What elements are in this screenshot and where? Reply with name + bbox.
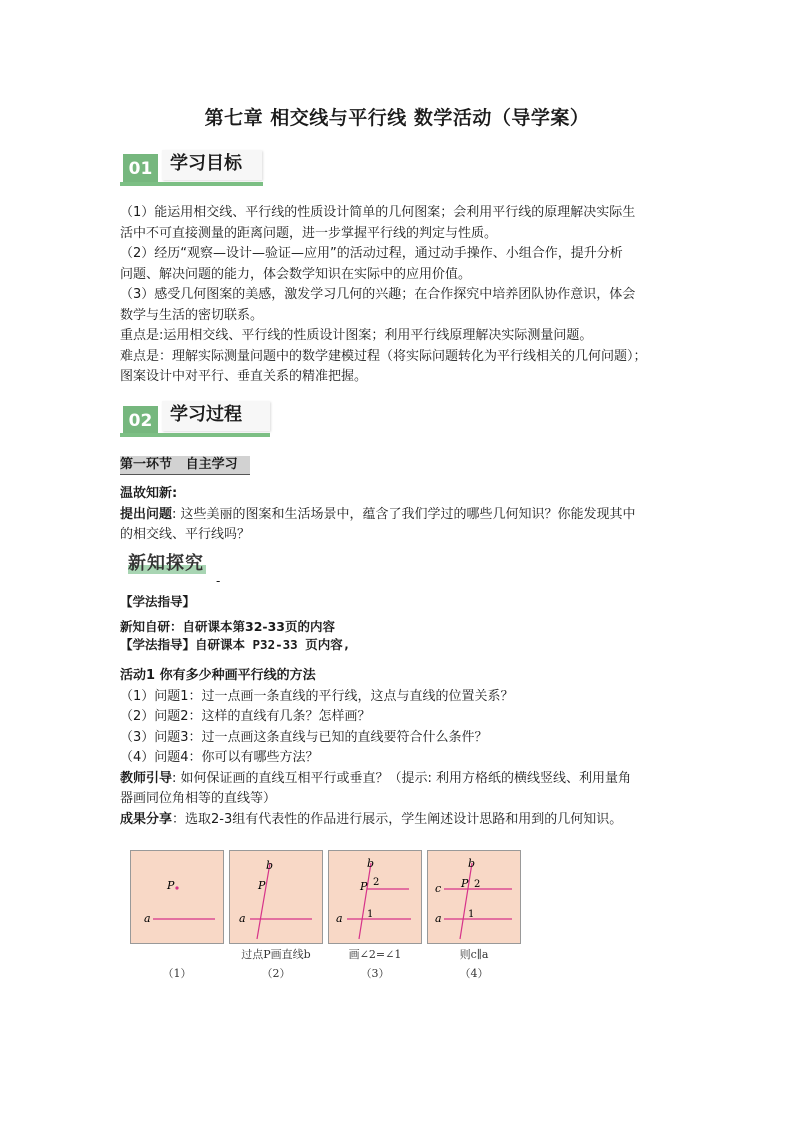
figure-1 xyxy=(130,850,224,944)
figure-2-drawing xyxy=(230,851,322,943)
goal-line: 问题、解决问题的能力，体会数学知识在实际中的应用价值。 xyxy=(120,266,472,282)
section-header-goals xyxy=(120,150,265,188)
activity-question: （3）问题3：过一点画这条直线与已知的直线要符合什么条件？ xyxy=(120,729,488,745)
stage-heading: 第一环节 自主学习 xyxy=(120,456,250,474)
label-b: b xyxy=(468,857,476,870)
method-guide: 【学法指导】 xyxy=(120,594,196,609)
goal-line: （1）能运用相交线、平行线的性质设计简单的几何图案；会利用平行线的原理解决实际生 xyxy=(120,205,636,220)
figure-1-drawing xyxy=(131,851,223,943)
figure-4-number: （4） xyxy=(459,967,489,980)
goals-text xyxy=(120,203,680,388)
section-number: 01 xyxy=(123,154,158,182)
page-title: 第七章 相交线与平行线 数学活动（导学案） xyxy=(204,107,590,129)
label-b: b xyxy=(266,859,274,872)
self-study-block xyxy=(120,618,680,654)
goal-line: （2）经历“观察—设计—验证—应用”的活动过程，通过动手操作、小组合作，提升分析 xyxy=(120,246,623,261)
question-text-cont: 的相交线、平行线吗？ xyxy=(120,527,251,542)
label-b: b xyxy=(367,857,375,870)
section-header-process xyxy=(120,401,272,439)
stage-underline xyxy=(120,474,250,475)
label-angle-1: 1 xyxy=(468,909,475,920)
figure-2 xyxy=(229,850,323,944)
review-block xyxy=(120,484,680,546)
label-a: a xyxy=(239,912,246,925)
self-study-line: 新知自研：自研课本第32-33页的内容 xyxy=(120,619,335,634)
activity-question: （4）问题4：你可以有哪些方法？ xyxy=(120,750,319,765)
figure-3-number: （3） xyxy=(360,967,390,980)
figure-3-drawing xyxy=(329,851,421,943)
teacher-label: 教师引导 xyxy=(120,770,173,786)
label-a: a xyxy=(144,912,151,925)
section-underline xyxy=(120,182,263,186)
figure-4-caption: 则c∥a xyxy=(459,948,489,961)
goal-line: 图案设计中对平行、垂直关系的精准把握。 xyxy=(120,369,368,384)
figure-4 xyxy=(427,850,521,944)
label-p: P xyxy=(167,879,175,892)
method-guide-2: 【学法指导】自研课本 P32-33 页内容, xyxy=(120,637,351,652)
label-angle-2: 2 xyxy=(474,879,481,890)
activity-question: （2）问题2：这样的直线有几条？怎样画？ xyxy=(120,709,371,724)
teacher-text-cont: 器画同位角相等的直线等） xyxy=(120,791,277,806)
label-p: P xyxy=(360,880,368,893)
label-p: P xyxy=(461,877,469,890)
goal-line: 重点是:运用相交线、平行线的性质设计图案；利用平行线原理解决实际测量问题。 xyxy=(120,328,593,343)
label-c: c xyxy=(435,882,442,895)
figure-2-caption: 过点P画直线b xyxy=(241,948,311,961)
figure-4-drawing xyxy=(428,851,520,943)
activity-block xyxy=(120,666,680,830)
section-underline xyxy=(120,433,270,437)
label-angle-1: 1 xyxy=(367,909,374,920)
line-b xyxy=(460,863,475,939)
activity-question: （1）问题1：过一点画一条直线的平行线，这点与直线的位置关系？ xyxy=(120,688,514,704)
goal-line: 数学与生活的密切联系。 xyxy=(120,307,264,323)
question-label: 提出问题 xyxy=(120,506,173,522)
section-title: 学习目标 xyxy=(162,150,262,180)
share-text: ：选取2-3组有代表性的作品进行展示，学生阐述设计思路和用到的几何知识。 xyxy=(172,811,623,827)
question-text: : 这些美丽的图案和生活场景中，蕴含了我们学过的哪些几何知识？你能发现其中 xyxy=(172,506,636,522)
review-label: 温故知新: xyxy=(120,486,178,501)
figure-3 xyxy=(328,850,422,944)
goal-line: 难点是：理解实际测量问题中的数学建模过程（将实际问题转化为平行线相关的几何问题）； xyxy=(120,348,647,364)
goal-line: （3）感受几何图案的美感，激发学习几何的兴趣；在合作探究中培养团队协作意识，体会 xyxy=(120,287,636,302)
explore-heading: 新知探究 xyxy=(128,553,204,574)
label-angle-2: 2 xyxy=(373,877,380,888)
line-b xyxy=(359,863,374,939)
line-b xyxy=(257,863,270,939)
teacher-text: : 如何保证画的直线互相平行或垂直？（提示: 利用方格纸的横线竖线、利用量角 xyxy=(172,770,632,786)
label-p: P xyxy=(258,879,266,892)
activity-title: 活动1 你有多少种画平行线的方法 xyxy=(120,668,316,683)
dash-mark: - xyxy=(216,574,221,588)
share-label: 成果分享 xyxy=(120,811,173,827)
figure-1-number: （1） xyxy=(162,967,192,980)
label-a: a xyxy=(435,912,442,925)
section-number: 02 xyxy=(123,406,158,434)
goal-line: 活中不可直接测量的距离问题，进一步掌握平行线的判定与性质。 xyxy=(120,225,498,241)
label-a: a xyxy=(336,912,343,925)
section-title: 学习过程 xyxy=(162,401,270,431)
point-p xyxy=(175,886,178,889)
figure-2-number: （2） xyxy=(261,967,291,980)
figure-3-caption: 画∠2=∠1 xyxy=(348,948,402,961)
